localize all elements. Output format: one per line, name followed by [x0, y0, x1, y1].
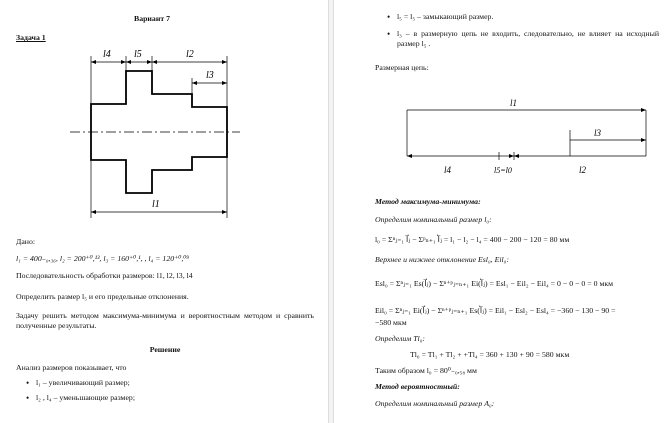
right-page	[333, 0, 666, 423]
method1-title: Метод максимума-минимума:	[375, 197, 481, 206]
dim-label-l3: l3	[206, 70, 214, 81]
bullet-item: • l₅ = l₅ – замыкающий размер.	[397, 12, 493, 22]
ei-formula-line2: −580 мкм	[375, 318, 407, 327]
dim-label-l5: l5	[134, 49, 142, 60]
bullet-item: • l₃ – в размерную цепь не входить, следовательно, не влияет на исходный размер l₅ .	[397, 29, 659, 49]
deviation-label: Верхнее и нижнее отклонение Esl₀, Eil₀:	[375, 255, 509, 264]
chain-label: Размерная цепь:	[375, 63, 429, 72]
bullet-item: • l₁ – увеличивающий размер;	[36, 378, 130, 388]
chain-label-l4: l4	[444, 165, 452, 175]
es-formula: Esl₀ = Σⁿⱼ₌₁ Es(l⃗ⱼ) − Σⁿ⁺ᵖⱼ₌ₙ₊₁ Ei(l⃖ⱼ) = Esl₁ − Eil₂ − Eil₄ = 0 − 0 − 0 = 0 мкм	[375, 279, 614, 288]
nominal2-label: Определим номинальный размер A₀:	[375, 399, 495, 408]
nominal-label: Определим номинальный размер l₀:	[375, 215, 492, 224]
chain-label-l5: l5=l0	[494, 166, 512, 175]
result-text: Таким образом l₀ = 80⁰₋₀,₅₈ мм	[375, 366, 477, 375]
chain-label-l3: l3	[594, 128, 602, 138]
processing-sequence: Последовательность обработки размеров: l1, l2, l3, l4	[16, 271, 193, 280]
chain-label-l2: l2	[579, 165, 587, 175]
given-values: l₁ = 400₋₀,₃₆, l₂ = 200⁺⁰,¹³, l₃ = 160⁺⁰,¹, , l₄ = 120⁺⁰,⁰⁹	[16, 254, 190, 263]
chain-label-l1: l1	[510, 98, 518, 108]
ei-formula-line1: Eil₀ = Σⁿⱼ₌₁ Ei(l⃗ⱼ) − Σⁿ⁺ᵖⱼ₌ₙ₊₁ Es(l⃖ⱼ) = Eil₁ − Esl₂ − Esl₄ = −360 − 130 − 90 =	[375, 306, 616, 315]
part-drawing	[60, 38, 260, 223]
method2-title: Метод вероятностный:	[375, 382, 460, 391]
dim-label-l2: l2	[186, 49, 194, 60]
given-label: Дано:	[16, 237, 36, 246]
nominal-formula: l₀ = Σⁿⱼ₌₁ l⃗ⱼ − Σᵖₙ₊₁ l⃖ⱼ = l₁ − l₂ − l₄ = 400 − 200 − 120 = 80 мм	[375, 235, 570, 244]
task-text: Задачу решить методом максимума-минимума и вероятностным методом и сравнить полученные результаты.	[16, 311, 314, 330]
task-label: Задача 1	[16, 33, 46, 42]
tolerance-label: Определим Tl₀:	[375, 334, 426, 343]
dim-label-l4: l4	[103, 49, 111, 60]
tolerance-formula: Tl₀ = Tl₁ + Tl₂ + +Tl₄ = 360 + 130 + 90 = 580 мкм	[410, 350, 570, 359]
analysis-text: Анализ размеров показывает, что	[16, 363, 127, 372]
solution-label: Решение	[149, 345, 181, 354]
dimension-chain-diagram	[394, 88, 664, 188]
variant-title: Вариант 7	[134, 14, 170, 23]
dim-label-l1: l1	[152, 199, 160, 210]
determine-text: Определить размер l₅ и его предельные отклонения.	[16, 292, 189, 301]
bullet-item: • l₂ , l₄ – уменьшающие размер;	[36, 393, 135, 403]
left-page	[0, 0, 329, 423]
